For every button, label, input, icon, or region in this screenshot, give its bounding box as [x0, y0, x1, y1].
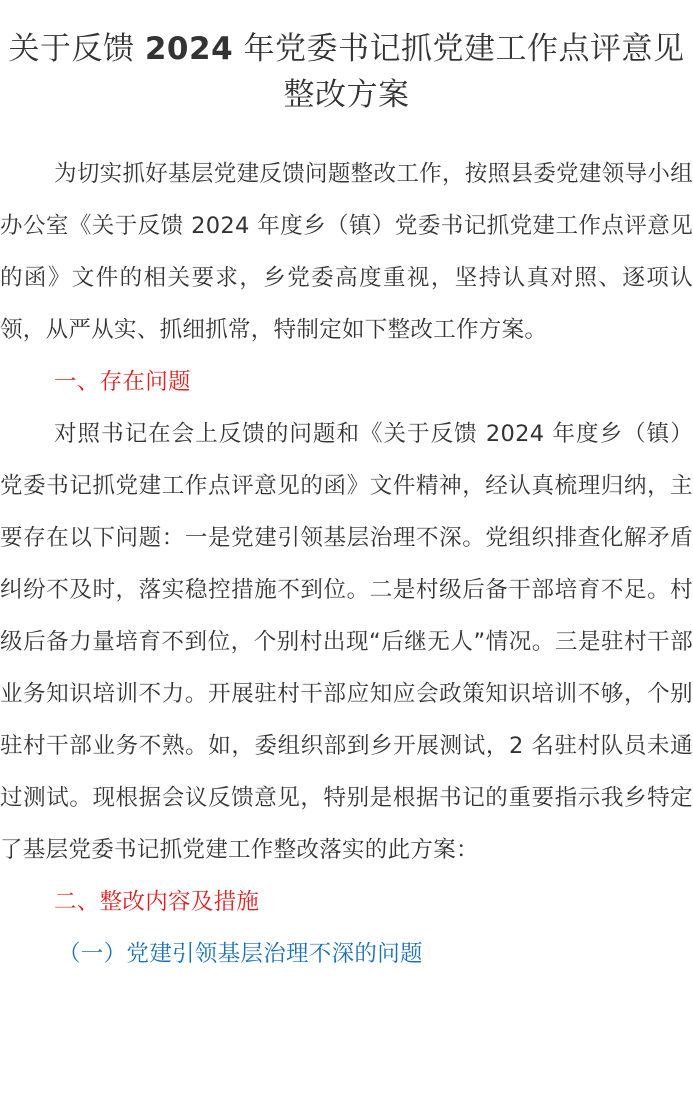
- section-2-heading: 二、整改内容及措施: [54, 889, 260, 915]
- title-part-2: 年党委书记抓党建工作点评意见整改方案: [243, 31, 685, 113]
- subsection-1-heading: （一）党建引领基层治理不深的问题: [58, 941, 423, 967]
- section-1-paragraph: 对照书记在会上反馈的问题和《关于反馈 2024 年度乡（镇）党委书记抓党建工作点评意见的函》文件精神，经认真梳理归纳，主要存在以下问题：一是党建引领基层治理不深。党组织排查化解矛盾纠纷不及时，落实稳控措施不到位。二是村级后备干部培育不足。村级后备力量培育不到位，个别村出现“后继无人”情况。三是驻村干部业务知识培训不力。开展驻村干部应知应会政策知识培训不够，个别驻村干部业务不熟。如，委组织部到乡开展测试，2 名驻村队员未通过测试。现根据会议反馈意见，特别是根据书记的重要指示我乡特定了基层党委书记抓党建工作整改落实的此方案：: [0, 421, 693, 863]
- document-title: [0, 26, 693, 118]
- section-1-heading: 一、存在问题: [54, 369, 191, 395]
- document-body: [0, 148, 693, 980]
- title-year: 2024: [144, 31, 234, 67]
- intro-paragraph: 为切实抓好基层党建反馈问题整改工作，按照县委党建领导小组办公室《关于反馈 2024 年度乡（镇）党委书记抓党建工作点评意见的函》文件的相关要求，乡党委高度重视，坚持认真对照、逐项认领，从严从实、抓细抓常，特制定如下整改工作方案。: [0, 161, 693, 343]
- title-part-1: 关于反馈: [8, 31, 135, 67]
